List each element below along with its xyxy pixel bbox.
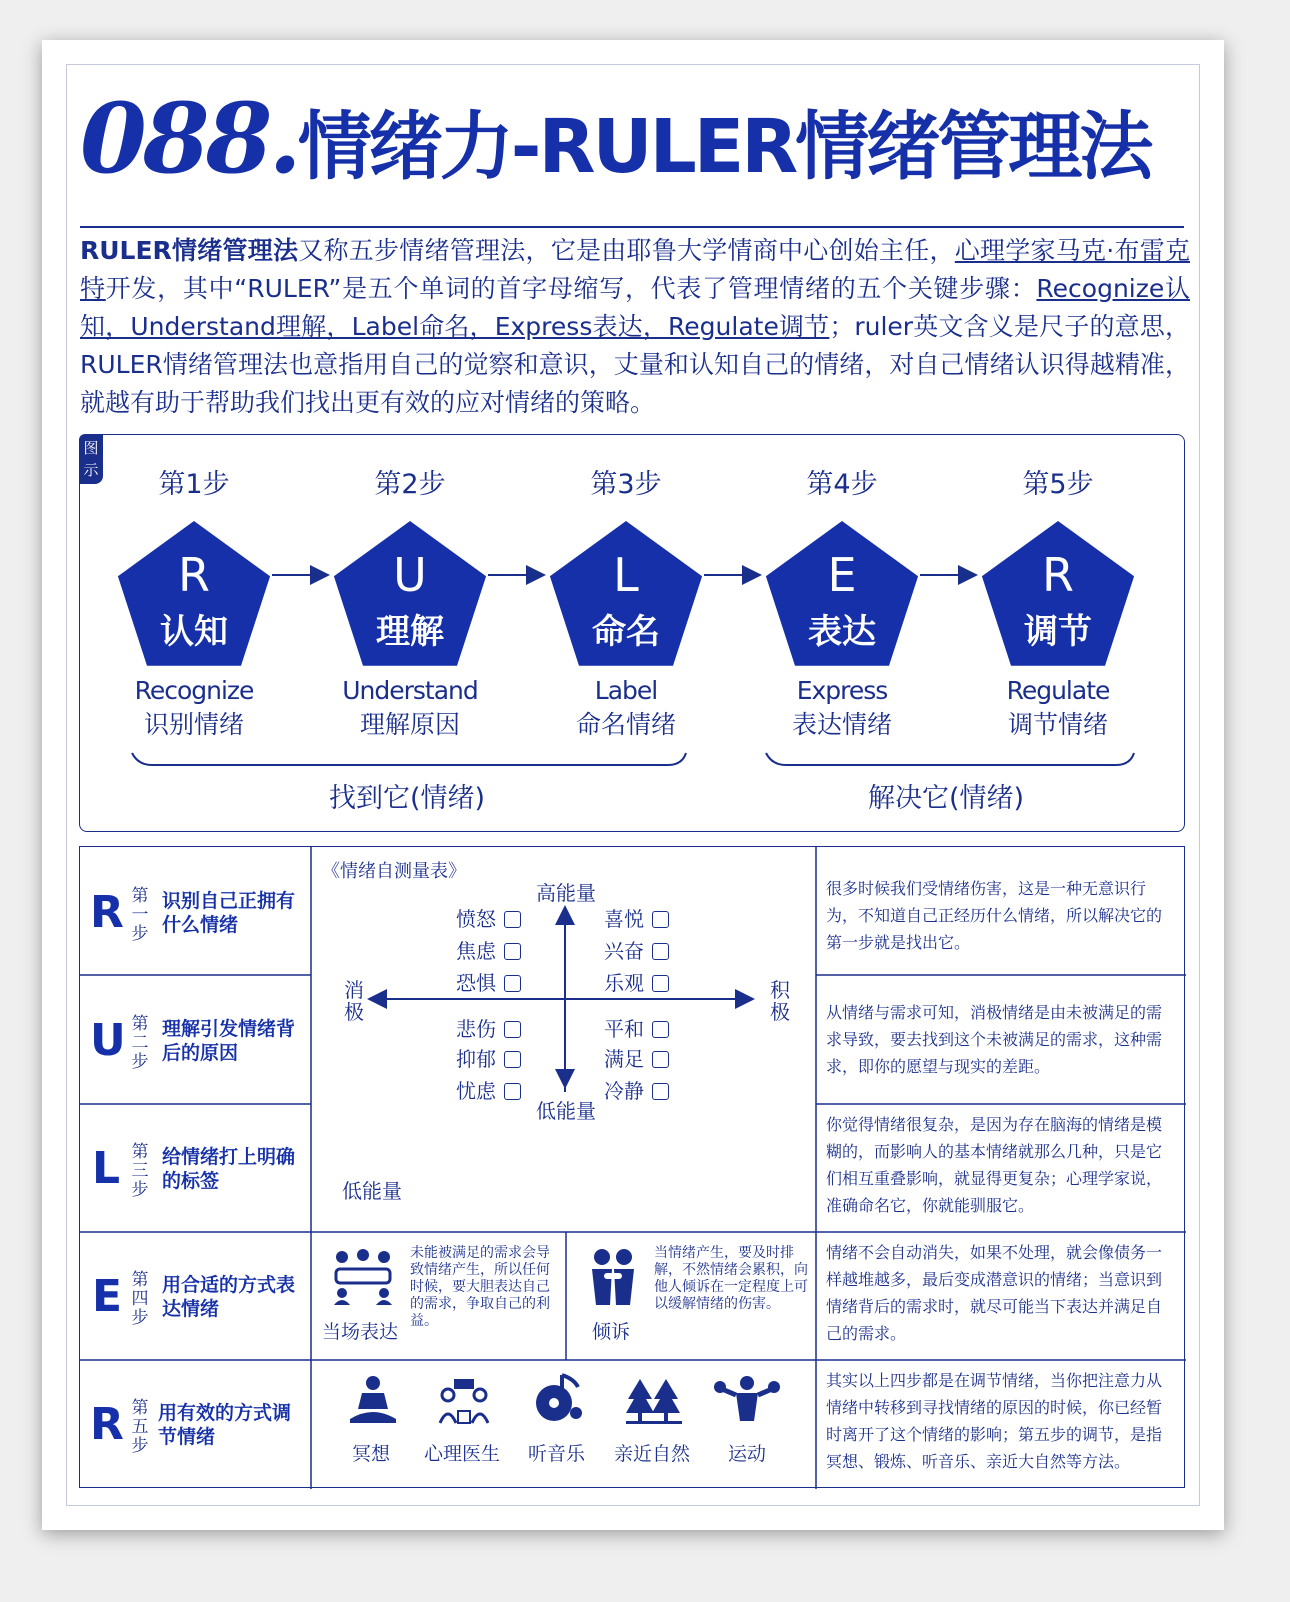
poster-frame <box>42 40 1224 1530</box>
checkbox[interactable] <box>504 911 521 928</box>
step-en: Recognize <box>134 676 254 705</box>
step-letter: R <box>1042 548 1074 602</box>
row-desc: 给情绪打上明确的标签 <box>162 1146 296 1192</box>
emotion-item: 悲伤 <box>456 1013 521 1042</box>
checkbox[interactable] <box>504 975 521 992</box>
step-letter: R <box>178 548 210 602</box>
intro-part3: ；ruler英文含义是尺子的意思，RULER情绪管理法也意指用自己的觉察和意识，丈量和认知自己的情绪，对自己情绪认识得越精准，就越有助于帮助我们找出更有效的应对情绪的策略。 <box>80 312 1191 417</box>
regulate-label: 亲近自然 <box>614 1443 691 1465</box>
counselor-icon <box>436 1375 492 1425</box>
regulate-label: 冥想 <box>352 1443 391 1465</box>
row-letter: U <box>90 1015 126 1066</box>
meeting-icon <box>328 1247 398 1307</box>
scale-title: 《情绪自测量表》 <box>322 861 466 882</box>
step-letter: E <box>827 548 857 602</box>
row-step: 第三步 <box>131 1142 149 1200</box>
intro-part1: 又称五步情绪管理法，它是由耶鲁大学情商中心创始主任， <box>298 236 955 265</box>
step-3 <box>550 469 758 739</box>
confide-icon <box>588 1247 638 1307</box>
axis-right: 积极 <box>770 978 790 1024</box>
emotion-item: 乐观 <box>604 967 669 996</box>
express-text: 未能被满足的需求会导致情绪产生，所以任何时候，要大胆表达自己的需求，争取自己的利益。 <box>410 1245 550 1329</box>
step-5 <box>982 469 1134 739</box>
emotion-item: 兴奋 <box>604 935 669 964</box>
emotion-item: 平和 <box>604 1013 669 1042</box>
step-number: 第4步 <box>806 469 878 500</box>
step-sub: 命名情绪 <box>575 710 677 739</box>
row-step: 第五步 <box>131 1398 149 1456</box>
checkbox[interactable] <box>504 1021 521 1038</box>
note-e: 情绪不会自动消失，如果不处理，就会像债务一样越堆越多，最后变成潜意识的情绪；当意识到情绪背后的需求时，就尽可能当下表达并满足自己的需求。 <box>826 1243 1163 1343</box>
step-cn: 认知 <box>160 612 228 652</box>
checkbox[interactable] <box>652 943 669 960</box>
confide-text: 当情绪产生，要及时排解，不然情绪会累积，向他人倾诉在一定程度上可以缓解情绪的伤害。 <box>654 1245 808 1312</box>
axis-left: 消极 <box>344 978 364 1024</box>
intro-paragraph <box>80 232 1190 422</box>
ruler-diagram <box>79 434 1185 832</box>
emotion-item: 喜悦 <box>604 903 669 932</box>
title-divider <box>80 226 1184 228</box>
regulate-label: 听音乐 <box>528 1443 586 1465</box>
axis-top: 高能量 <box>536 881 596 905</box>
row-desc: 识别自己正拥有什么情绪 <box>162 890 296 936</box>
row-letter: E <box>92 1271 123 1322</box>
step-en: Regulate <box>1006 676 1110 705</box>
express-label: 当场表达 <box>322 1321 399 1343</box>
step-cn: 调节 <box>1024 612 1092 652</box>
exercise-icon <box>714 1375 780 1425</box>
step-sub: 识别情绪 <box>143 710 245 739</box>
step-en: Label <box>594 676 658 705</box>
regulate-label: 运动 <box>728 1443 767 1465</box>
checkbox[interactable] <box>652 1051 669 1068</box>
step-sub: 调节情绪 <box>1007 710 1109 739</box>
page-title <box>80 82 1190 202</box>
axis-bottom: 低能量 <box>536 1099 596 1123</box>
meditation-icon <box>348 1375 398 1425</box>
step-cn: 理解 <box>376 612 444 652</box>
intro-underline1: 心理学家马克·布雷克特 <box>80 236 1190 303</box>
steps-table <box>79 846 1185 1488</box>
step-en: Express <box>796 676 888 705</box>
step-sub: 理解原因 <box>359 710 461 739</box>
step-letter: U <box>393 548 427 602</box>
emotion-item: 满足 <box>604 1043 669 1072</box>
checkbox[interactable] <box>652 1083 669 1100</box>
emotion-item: 焦虑 <box>456 935 521 964</box>
step-number: 第2步 <box>374 469 446 500</box>
group1-label: 找到它(情绪) <box>328 783 486 814</box>
step-cn: 表达 <box>808 612 876 652</box>
emotion-item: 恐惧 <box>456 967 521 996</box>
group2-label: 解决它(情绪) <box>867 783 1025 814</box>
group2-brace <box>766 753 1134 765</box>
diagram-tag: 图示 <box>79 434 103 484</box>
row-step: 第二步 <box>131 1014 149 1072</box>
emotion-item: 抑郁 <box>456 1043 521 1072</box>
row-letter: R <box>90 1399 124 1450</box>
step-cn: 命名 <box>592 612 660 652</box>
group1-brace <box>132 753 686 765</box>
row-desc: 用有效的方式调节情绪 <box>158 1402 292 1448</box>
regulate-label: 心理医生 <box>424 1443 501 1465</box>
scale-extra-label: 低能量 <box>342 1179 402 1203</box>
checkbox[interactable] <box>504 943 521 960</box>
checkbox[interactable] <box>652 975 669 992</box>
step-4 <box>766 469 974 739</box>
music-icon <box>530 1371 586 1427</box>
checkbox[interactable] <box>652 911 669 928</box>
confide-label: 倾诉 <box>592 1321 631 1343</box>
step-letter: L <box>613 548 639 602</box>
note-u: 从情绪与需求可知，消极情绪是由未被满足的需求导致，要去找到这个未被满足的需求，这种需求，即你的愿望与现实的差距。 <box>826 1003 1163 1076</box>
checkbox[interactable] <box>652 1021 669 1038</box>
intro-underline2: Recognize认知，Understand理解，Label命名，Express表达，Regulate调节 <box>80 274 1190 341</box>
nature-icon <box>626 1375 682 1425</box>
step-en: Understand <box>342 676 478 705</box>
row-step: 第一步 <box>131 886 149 944</box>
emotion-item: 冷静 <box>604 1075 669 1104</box>
step-sub: 表达情绪 <box>791 710 893 739</box>
step-number: 第3步 <box>590 469 662 500</box>
note-l: 你觉得情绪很复杂，是因为存在脑海的情绪是模糊的，而影响人的基本情绪就那么几种，只是它们相互重叠影响，就显得更复杂；心理学家说，准确命名它，你就能驯服它。 <box>826 1115 1163 1215</box>
step-1 <box>118 469 326 739</box>
emotion-item: 忧虑 <box>456 1075 521 1104</box>
note-r1: 很多时候我们受情绪伤害，这是一种无意识行为，不知道自己正经历什么情绪，所以解决它的第一步就是找出它。 <box>826 879 1163 952</box>
row-desc: 理解引发情绪背后的原因 <box>162 1018 296 1064</box>
title-text: 情绪力-RULER情绪管理法 <box>297 104 1151 190</box>
emotion-item: 愤怒 <box>456 903 521 932</box>
row-letter: R <box>90 887 124 938</box>
step-2 <box>334 469 542 739</box>
row-step: 第四步 <box>131 1270 149 1328</box>
checkbox[interactable] <box>504 1051 521 1068</box>
checkbox[interactable] <box>504 1083 521 1100</box>
intro-bold: RULER情绪管理法 <box>80 236 299 265</box>
title-number: 088. <box>80 82 298 195</box>
step-number: 第1步 <box>158 469 230 500</box>
row-desc: 用合适的方式表达情绪 <box>162 1274 296 1320</box>
steps-svg <box>80 435 1186 833</box>
step-number: 第5步 <box>1022 469 1094 500</box>
intro-part2: 开发，其中“RULER”是五个单词的首字母缩写，代表了管理情绪的五个关键步骤： <box>105 274 1037 303</box>
row-letter: L <box>92 1143 121 1194</box>
note-r2: 其实以上四步都是在调节情绪，当你把注意力从情绪中转移到寻找情绪的原因的时候，你已经暂时离开了这个情绪的影响；第五步的调节，是指冥想、锻炼、听音乐、亲近大自然等方法。 <box>826 1371 1163 1471</box>
